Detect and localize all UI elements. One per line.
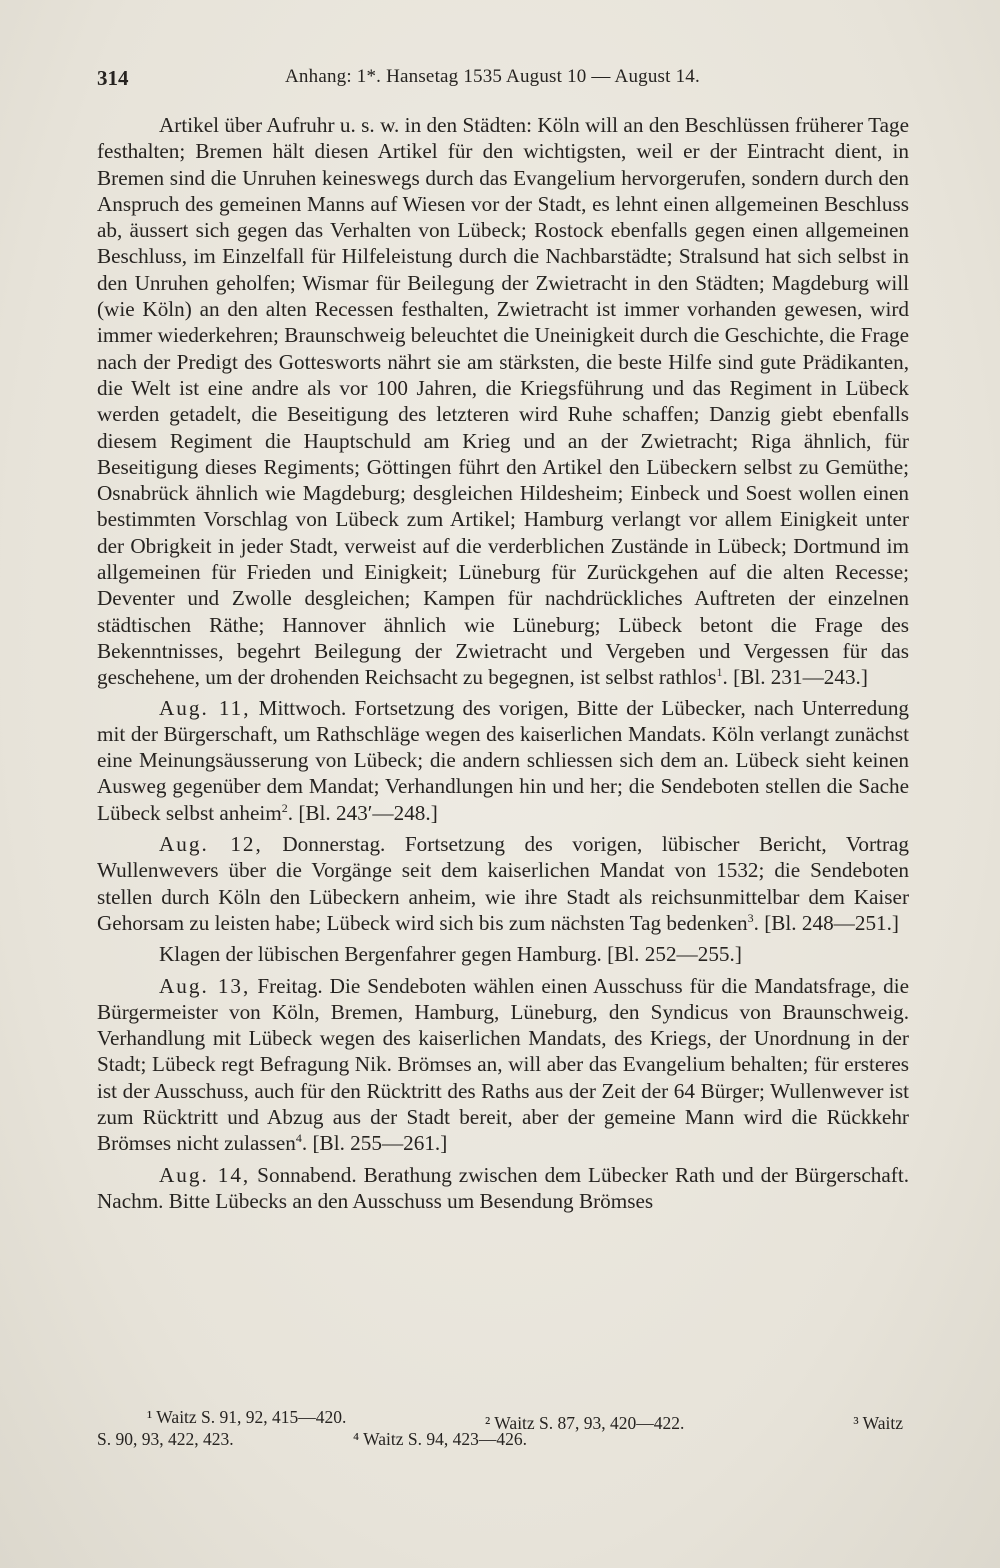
- paragraph-aug-11: Aug. 11, Mittwoch. Fortsetzung des vorigen, Bitte der Lübecker, nach Unterredung mit der Bürgerschaft, um Rathschläge wegen des kaiserlichen Mandats. Köln verlangt zunächst eine Meinungsäusserung von Lübeck; die andern schliessen sich dem an. Lübeck sieht keinen Ausweg gegenüber dem Mandat; Verhandlungen hin und her; die Sendeboten stellen die Sache Lübeck selbst anheim$^2$. [Bl. 243′—248.]: [97, 695, 910, 825]
- footnote-mark: 3: [747, 910, 754, 925]
- paragraph-aug-13: Aug. 13, Freitag. Die Sendeboten wählen einen Ausschuss für die Mandatsfrage, die Bürgermeister von Köln, Bremen, Hamburg, Lüneburg, den Syndicus von Braunschweig. Verhandlung mit Lübeck wegen des kaiserlichen Mandats, des Kriegs, der Unordnung in der Stadt; Lübeck regt Befragung Nik. Brömses an, will aber das Evangelium behalten; für ersteres ist der Ausschuss, auch für den Rücktritt des Raths aus der Zeit der 64 Bürger; Wullenwever ist zum Rücktritt und Abzug aus der Stadt bereit, aber der gemeine Mann wird die Rückkehr Brömses nicht zulassen$^4$. [Bl. 255—261.]: [97, 973, 909, 1156]
- paragraph-aug-12: Aug. 12, Donnerstag. Fortsetzung des vorigen, lübischer Bericht, Vortrag Wullenwevers über die Vorgänge seit dem kaiserlichen Mandat von 1532; die Sendeboten stellen durch Köln den Lübeckern anheim, wie ihre Stadt als reichsunmittelbar dem Kaiser Gehorsam zu leisten habe; Lübeck wird sich bis zum nächsten Tag bedenken$^3$. [Bl. 248—251.]: [97, 832, 909, 935]
- footnote-mark: 4: [295, 1131, 302, 1146]
- date-lead: Aug. 12,: [159, 832, 263, 857]
- footnote-mark: 1: [716, 665, 723, 680]
- paragraph-article-discussion: Artikel über Aufruhr u. s. w. in den Städten: Köln will an den Beschlüssen früherer Tage festhalten; Bremen hält diesen Artikel für den wichtigsten, weil er der Eintracht dient, in Bremen sind die Unruhen keineswegs durch das Evangelium hervorgerufen, sondern durch den Anspruch des gemeinen Manns auf Wiesen vor der Stadt, es lehnt einen allgemeinen Beschluss ab, äussert sich gegen das Verhalten von Lübeck; Rostock ebenfalls gegen einen allgemeinen Beschluss, im Einzelfall für Hilfeleistung durch die Nachbarstädte; Stralsund hat sich selbst in den Unruhen geholfen; Wismar für Beilegung der Zwietracht in den Städten; Magdeburg will (wie Köln) an den alten Recessen festhalten, Zwietracht ist immer vorhanden gewesen, wird immer wiederkehren; Braunschweig beleuchtet die Uneinigkeit durch die Geschichte, die Frage nach der Predigt des Gottesworts nährt sie am stärksten, die beste Hilfe sind gute Prädikanten, die Welt ist eine andre als vor 100 Jahren, die Kriegsführung und das Regiment in Lübeck werden getadelt, die Beseitigung des letzteren wird Ruhe schaffen; Danzig giebt ebenfalls diesem Regiment die Hauptschuld am Krieg und an der Zwietracht; Riga ähnlich, für Beseitigung dieses Regiments; Göttingen führt den Artikel den Lübeckern selbst zu Gemüthe; Osnabrück ähnlich wie Magdeburg; desgleichen Hildesheim; Einbeck und Soest wollen einen bestimmten Vorschlag von Lübeck zum Artikel; Hamburg verlangt vor allem Einigkeit unter der Obrigkeit in jeder Stadt, verweist auf die verderblichen Zustände in Lübeck; Dortmund im allgemeinen für Frieden und Einigkeit; Lüneburg für Zurückgehen auf die alten Recesse; Deventer und Zwolle desgleichen; Kampen für nachdrückliches Auftreten der einzelnen städtischen Räthe; Hannover ähnlich wie Lüneburg; Lübeck betont die Frage des Bekenntnisses, begehrt Beilegung der Zwietracht und Vergeben und Vergessen für das geschehene, um der drohenden Reichsacht zu begegnen, ist selbst rathlos$^1$. [Bl. 231—243.]: [97, 113, 909, 690]
- main-text: [97, 112, 909, 1219]
- page-number: 314: [97, 66, 129, 90]
- footnote-3-continued: S. 90, 93, 422, 423.: [97, 1429, 234, 1449]
- date-lead: Aug. 14,: [159, 1162, 251, 1187]
- paragraph-bergenfahrer: Klagen der lübischen Bergenfahrer gegen Hamburg. [Bl. 252—255.]: [159, 942, 742, 967]
- paragraph-aug-14: Aug. 14, Sonnabend. Berathung zwischen dem Lübecker Rath und der Bürgerschaft. Nachm. Bitte Lübecks an den Ausschuss um Besendung Brömses: [97, 1162, 909, 1213]
- footnote-line-1: [97, 1406, 909, 1433]
- date-lead: Aug. 13,: [159, 973, 251, 998]
- date-lead: Aug. 11,: [159, 695, 251, 720]
- footnote-2: ² Waitz S. 87, 93, 420—422.: [485, 1413, 685, 1433]
- footnote-4: ⁴ Waitz S. 94, 423—426.: [353, 1429, 528, 1449]
- footnote-line-2: [97, 1428, 909, 1450]
- footnotes: [97, 1406, 909, 1450]
- footnote-3: ³ Waitz: [853, 1413, 903, 1433]
- page-header: [97, 66, 907, 96]
- footnote-1: ¹ Waitz S. 91, 92, 415—420.: [147, 1407, 347, 1427]
- running-title: Anhang: 1*. Hansetag 1535 August 10 — August 14.: [285, 66, 700, 87]
- footnote-mark: 2: [281, 800, 288, 815]
